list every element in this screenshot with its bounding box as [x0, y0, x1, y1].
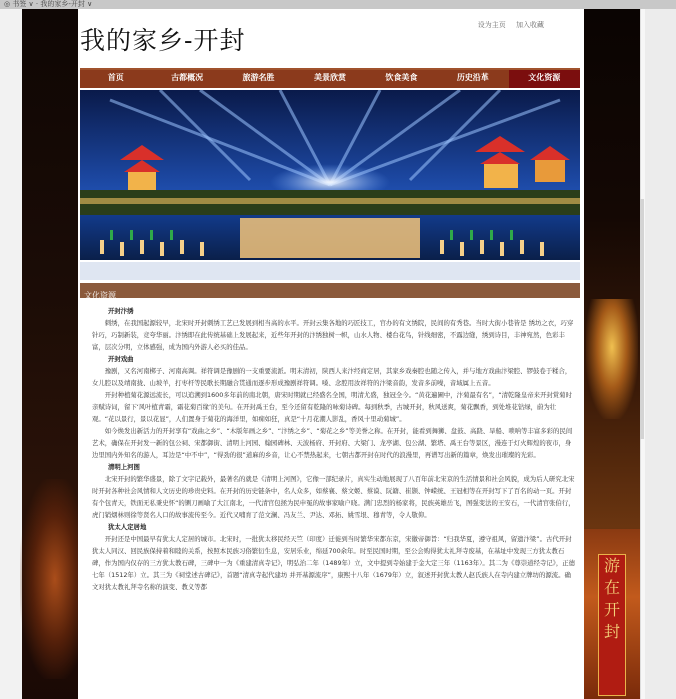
- paragraph-embroidery: 刺绣，在我国起源较早，北宋时开封刺绣工艺已发展到相当高的水平。开封云集各地的巧匠技工，官办的有文绣院，民间的有秀巷。当时大街小巷皆是 绣坊之衣，巧穿针巧，巧制新装，竞夸华丽。汴绣即在此传统基础上发展起来，近些年开封的汴绣独树一帜，山水人物、楼台花鸟，针线细密，不露边缝，绣到诗目，丰神宛然，色彩丰富，层次分明，立体感强，成为国内外游人必买的佳品。: [92, 319, 574, 351]
- left-background-lights: [20, 479, 78, 679]
- right-background-pagoda: [586, 299, 638, 419]
- paragraph-qingming-scroll: 北宋开封的繁华盛景，除了文字记载外，最著名的就是《清明上河图》，它像一部纪录片，真实生动地展现了八百年前北宋京的生活情景和社会风貌，成为后人研究北宋时开封各种社会风情和人文历史的珍贵史料。在开封的历史链条中，名人众多，如蔡襄、蔡文姬、蔡谟、阮籍、崔颢、钟嵘统、王冠相等在开封写下了百名的动一页。开封有个包青天，铁面无私秉史怀“的铡刀画喻了大江南北，一代清官包拯为民申冤的故事家喻户晓。满门忠烈的杨家将，民族英雄岳飞，图强变法的王安石，一代清官张伯行，虎门销烟林则徐等贤名人口的故事流传至今。近代又哺育了范文澜、冯友兰、尹达、邓拓、姚雪垠、穆青等，令人敬仰。: [92, 475, 575, 519]
- article-body: [92, 305, 576, 593]
- hero-night-show-illustration: [80, 90, 580, 280]
- nav-item-scenery[interactable]: 美景欣赏: [313, 73, 346, 82]
- site-title: 我的家乡-开封: [80, 26, 246, 55]
- page-scrollbar[interactable]: [640, 9, 676, 699]
- main-nav: [80, 68, 580, 88]
- paragraph-chrysanthemum: 开封种植菊花源远流长，可以追溯到1600多年前的南北朝，唐宋时期就已经盛名全国，明清尤盛，独冠全今。“黄花遍圃中，汴菊最有名”，“清乾隆皇帝来开封赏菊时亲赋诗词，留下‘风叶植青霜，霜花菊百缘’的美句。在开封禹王台，至今还留有乾隆的咏菊诗碑。每到秋季，古城开封，秋风送爽，菊花飘香，到处堆花钻绿，蔚为壮观。“花以景行，景以花显”，人们置身于菊花的海洋里，如痴如狂，真是“十月花潮人影乱，香风十里动菊城”。: [92, 391, 572, 423]
- subtitle-jewish-settlement: 犹太人定居地: [108, 523, 147, 531]
- nav-item-overview[interactable]: 古都概况: [171, 73, 204, 82]
- hero-image: [80, 90, 580, 280]
- section-title: 文化资源: [84, 291, 116, 300]
- page-container: [78, 9, 584, 699]
- nav-item-history[interactable]: 历史沿革: [456, 73, 489, 82]
- right-background: [584, 9, 640, 699]
- right-background-banner: 游 在 开 封: [598, 554, 626, 696]
- nav-item-home[interactable]: 首页: [107, 73, 124, 82]
- section-header: [80, 283, 580, 298]
- paragraph-jewish-settlement: 开封还是中国最早有犹太人定居的城市。北宋时，一批犹太移民经天竺（印度）迁徙到当时繁华宋都东京，宋徽帝御旨：“归我华夏，遵守祖风，留遗汴梁”。古代开封犹太人同汉、回民族保持着和睦的关系，按照本民族习俗繁衍生息，安居乐业，绵延700余年。时至民国时期，至公会购得犹太礼拜寺废基，在基址中发现三方犹太教石碑，作为国内仅存的三方犹太教石碑，三碑中一为《重建清真寺记》，明弘治二年（1489年）立，文中提到寺始建于金大定三年（1163年）。其二为《尊崇道经寺记》，正德七年（1512年）立。其三为《祠堂述古碑记》，首题“清真寺起代建坊 并开基源流序”，康熙十八年（1679年）立，叙述开封犹太教人赵氏族人在寺内建立牌坊的源流。确文对犹太教礼拜寺名称的演变、教义等都: [92, 535, 576, 591]
- subtitle-embroidery: 开封汴绣: [108, 307, 134, 315]
- scrollbar-thumb[interactable]: [640, 199, 644, 439]
- add-favorite-link[interactable]: 加入收藏: [516, 21, 544, 29]
- set-homepage-link[interactable]: 设为主页: [477, 21, 506, 29]
- top-links: [470, 20, 544, 30]
- browser-tab[interactable]: ◎ 书签 ∨ · 我的家乡-开封 ∨: [4, 0, 93, 8]
- subtitle-qingming-scroll: 清明上河图: [108, 463, 140, 471]
- browser-tab-bar: [0, 0, 676, 9]
- window-left-edge: [0, 9, 22, 699]
- paragraph-opera: 豫剧，又名河南梆子、河南高调。祥符调是豫剧的一支重要流派。明末清初，陕西人来汴经商定居，其家乡戏秦腔也随之传入，并与地方戏曲汴梁腔、锣鼓卷于糅合，女儿腔以及靖南拢、山坡羊，打枣杆等民歌长期融合贯通而逐步形成豫剧祥符调。嗓、念腔用汝祥符的汴梁音韵，发音多前噪，音域属上五音。: [92, 367, 572, 387]
- nav-item-culture[interactable]: 文化资源: [509, 70, 580, 88]
- subtitle-opera: 开封戏曲: [108, 355, 134, 363]
- left-background: [0, 9, 78, 699]
- paragraph-culture-summary: 如今焕发出新活力的开封享有“戏曲之乡”、“木版年画之乡”、“汴绣之乡”、“菊花之乡”等美誉之称。在开封，能看到舞狮、盘鼓、高跷、旱船、唢呐等丰富多彩的民间艺术，确保在开封发一新的包公祠、宋都御街、清明上河园、翰园碑林、天波杨府、开封府、大梁门、龙亭湖、包公湖、繁塔、禹王台等景区，漫连于灯火辉煌的夜市，身边里国内外知名的游人，耳边是“中不中”，“得劲的很”道麻的乡音，让心不禁热起来，七朝古都开封在时代的浪漫里，再谱写出新的篇章，焕发出璀璨的光彩。: [92, 427, 573, 459]
- nav-item-attractions[interactable]: 旅游名胜: [242, 73, 275, 82]
- nav-item-food[interactable]: 饮食美食: [385, 73, 418, 82]
